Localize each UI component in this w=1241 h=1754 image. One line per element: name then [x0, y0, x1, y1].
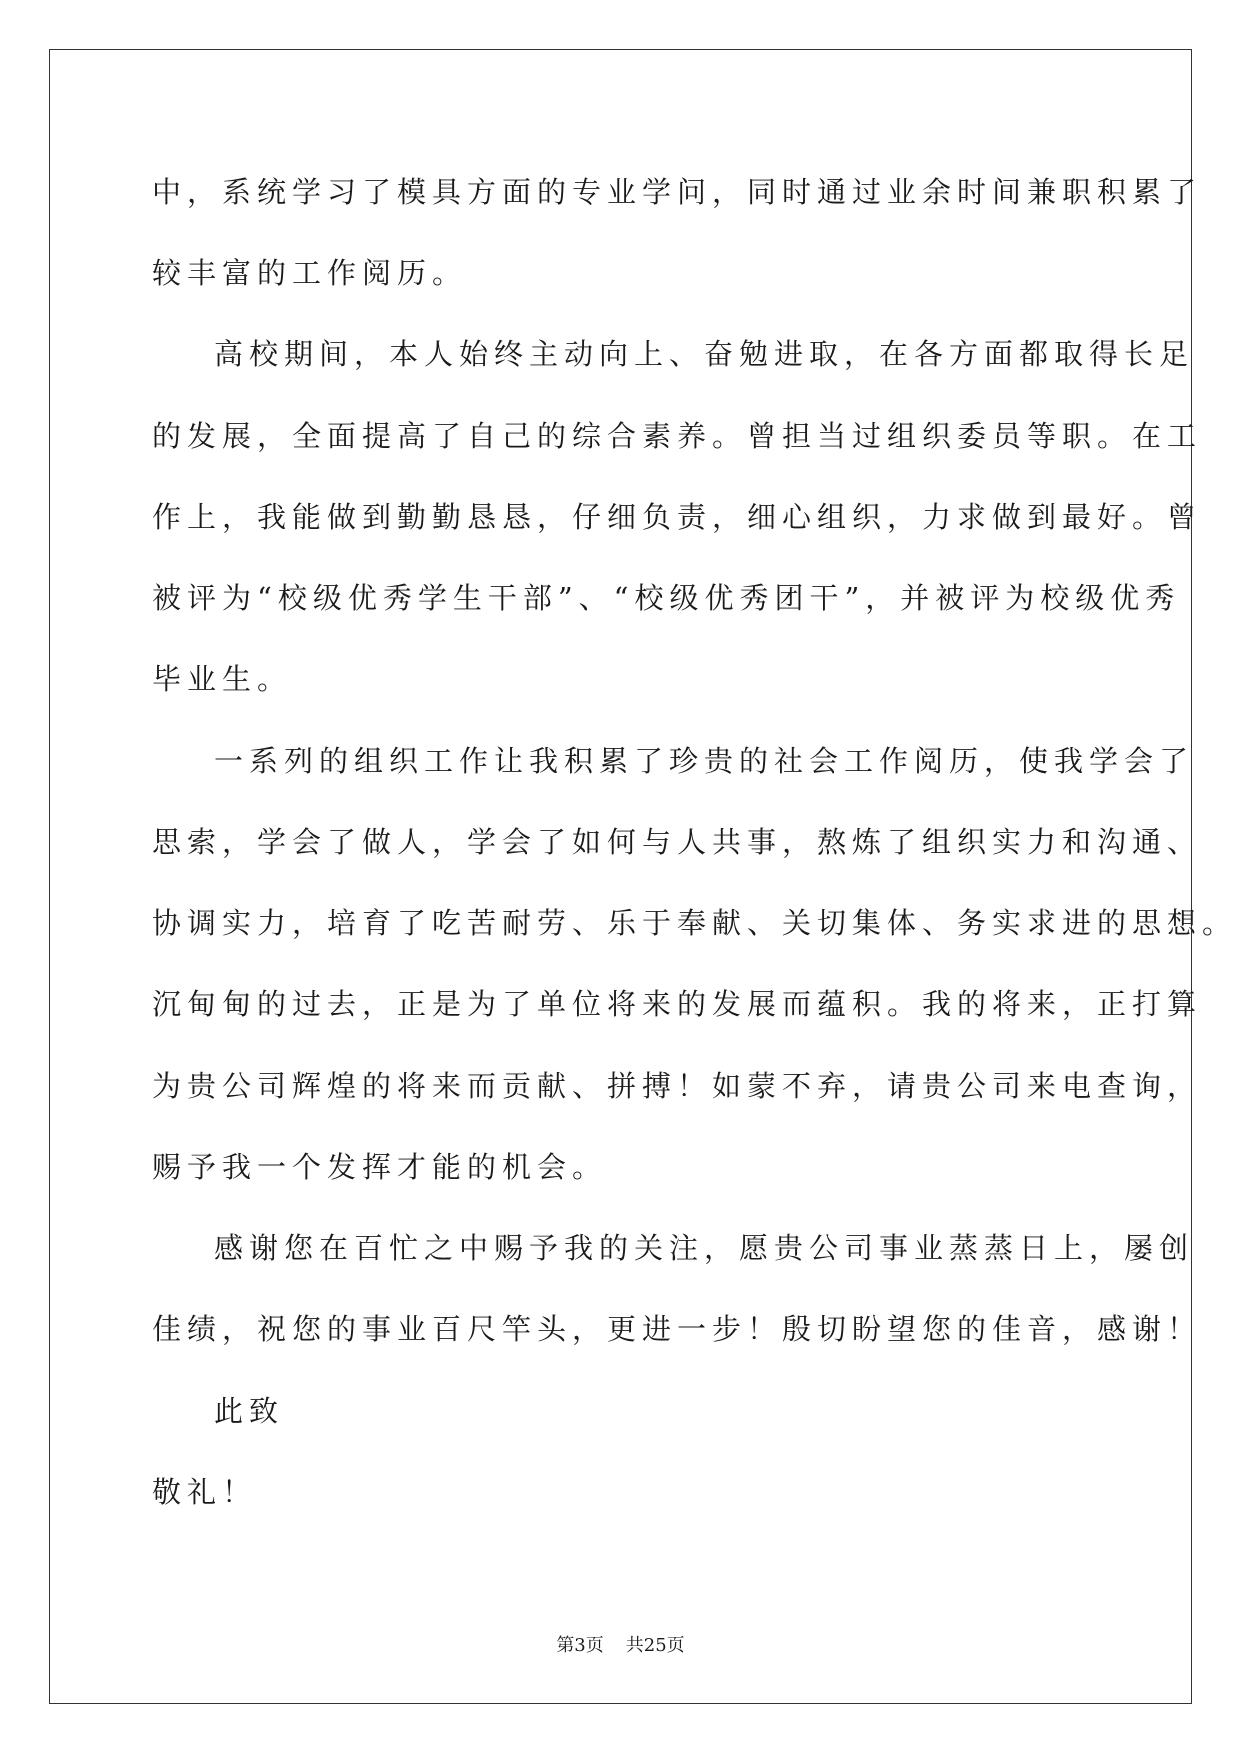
- body-line: 的发展，全面提高了自己的综合素养。曾担当过组织委员等职。在工: [152, 419, 1203, 453]
- paragraph-start-line: 感谢您在百忙之中赐予我的关注，愿贵公司事业蒸蒸日上，屡创: [214, 1231, 1195, 1265]
- page-border: [49, 49, 1195, 1704]
- body-line: 中，系统学习了模具方面的专业学问，同时通过业余时间兼职积累了: [152, 175, 1203, 209]
- page-total: 共25页: [625, 1635, 685, 1656]
- body-line: 较丰富的工作阅历。: [152, 256, 468, 290]
- body-line: 思索，学会了做人，学会了如何与人共事，熬炼了组织实力和沟通、: [152, 825, 1203, 859]
- paragraph-start-line: 一系列的组织工作让我积累了珍贵的社会工作阅历，使我学会了: [214, 744, 1195, 778]
- body-line: 作上，我能做到勤勤恳恳，仔细负责，细心组织，力求做到最好。曾: [152, 500, 1203, 534]
- body-line: 赐予我一个发挥才能的机会。: [152, 1150, 608, 1184]
- closing-line: 此致: [214, 1394, 285, 1428]
- body-line: 协调实力，培育了吃苦耐劳、乐于奉献、关切集体、务实求进的思想。: [152, 906, 1238, 940]
- body-line: 为贵公司辉煌的将来而贡献、拼搏！如蒙不弃，请贵公司来电查询，: [152, 1069, 1203, 1103]
- page-footer: [0, 1631, 1241, 1657]
- body-line: 被评为“校级优秀学生干部”、“校级优秀团干”，并被评为校级优秀: [152, 581, 1181, 615]
- body-line: 沉甸甸的过去，正是为了单位将来的发展而蕴积。我的将来，正打算: [152, 987, 1203, 1021]
- salutation-line: 敬礼！: [152, 1475, 258, 1509]
- body-line: 佳绩，祝您的事业百尺竿头，更进一步！殷切盼望您的佳音，感谢！: [152, 1312, 1203, 1346]
- paragraph-start-line: 高校期间，本人始终主动向上、奋勉进取，在各方面都取得长足: [214, 337, 1195, 371]
- page-number: 第3页: [556, 1635, 604, 1656]
- body-line: 毕业生。: [152, 662, 293, 696]
